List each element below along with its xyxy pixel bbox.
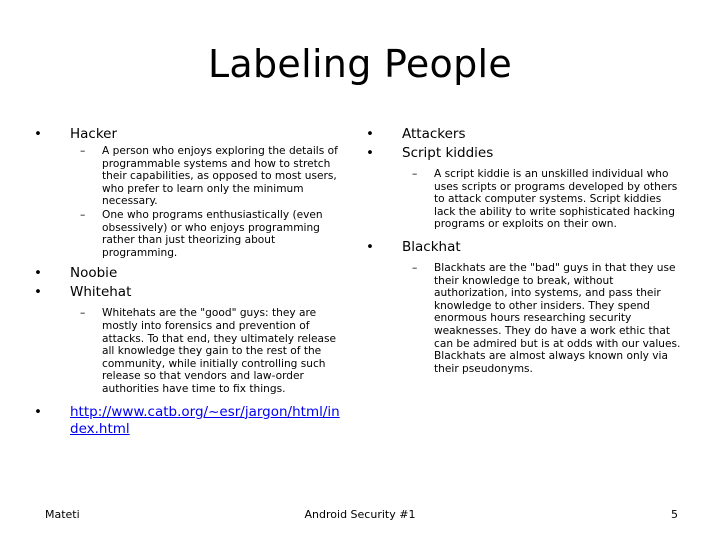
sub-bullet [366, 262, 682, 375]
bullet-icon: • [366, 126, 374, 142]
bullet-blackhat [366, 239, 682, 256]
sub-bullet-text: One who programs enthusiastically (even obsessively) or who enjoys programming rather than just theorizing about programming. [102, 208, 323, 259]
dash-icon: – [412, 168, 418, 180]
dash-icon: – [80, 307, 86, 320]
sub-bullet [34, 209, 346, 259]
bullet-whitehat [34, 284, 346, 301]
bullet-icon: • [366, 238, 374, 255]
bullet-noobie [34, 265, 346, 282]
sub-bullet [34, 307, 346, 395]
sub-bullet-text: A person who enjoys exploring the details of programmable systems and how to stretch their capabilities, as opposed to most users, who prefer to learn only the minimum necessary. [102, 145, 338, 208]
bullet-icon: • [34, 126, 42, 142]
footer-course: Android Security #1 [304, 508, 416, 521]
dash-icon: – [80, 145, 86, 157]
left-column [34, 126, 346, 440]
bullet-link [34, 404, 346, 438]
sub-bullet [34, 145, 346, 208]
right-column [366, 126, 682, 376]
bullet-icon: • [366, 145, 374, 161]
dash-icon: – [412, 261, 418, 274]
bullet-script-kiddies [366, 145, 682, 162]
bullet-label: Whitehat [70, 284, 132, 301]
bullet-label: Attackers [402, 126, 466, 142]
bullet-label: Hacker [70, 126, 118, 142]
dash-icon: – [80, 208, 86, 221]
bullet-label: Noobie [70, 265, 118, 282]
bullet-label: Script kiddies [402, 145, 494, 161]
footer-author: Mateti [45, 508, 80, 521]
slide-title: Labeling People [207, 42, 513, 86]
jargon-link[interactable]: http://www.catb.org/~esr/jargon/html/index.html [70, 403, 340, 437]
sub-bullet-text: Blackhats are the "bad" guys in that they use their knowledge to break, without authorization, into systems, and pass their knowledge to other insiders. They spend enormous hours researching security weaknesses. They do have a work ethic that can be admired but is at odds with our values. Blackhats are almost always known only via their pseudonyms. [434, 261, 681, 375]
sub-bullet-text: Whitehats are the "good" guys: they are mostly into forensics and prevention of attacks. To that end, they ultimately release all knowledge they gain to the rest of the community, while initially controlling such release so that vendors and law-order authorities have time to fix things. [102, 307, 337, 395]
sub-bullet [366, 168, 682, 231]
bullet-attackers [366, 126, 682, 143]
footer-page-number: 5 [671, 508, 678, 521]
bullet-icon: • [34, 265, 42, 282]
sub-bullet-text: A script kiddie is an unskilled individual who uses scripts or programs developed by others to attack computer systems. Script kiddies lack the ability to write sophisticated hacking programs or exploits on their own. [434, 168, 678, 231]
bullet-icon: • [34, 403, 42, 420]
bullet-label: Blackhat [402, 238, 461, 255]
bullet-icon: • [34, 284, 42, 301]
bullet-hacker [34, 126, 346, 143]
